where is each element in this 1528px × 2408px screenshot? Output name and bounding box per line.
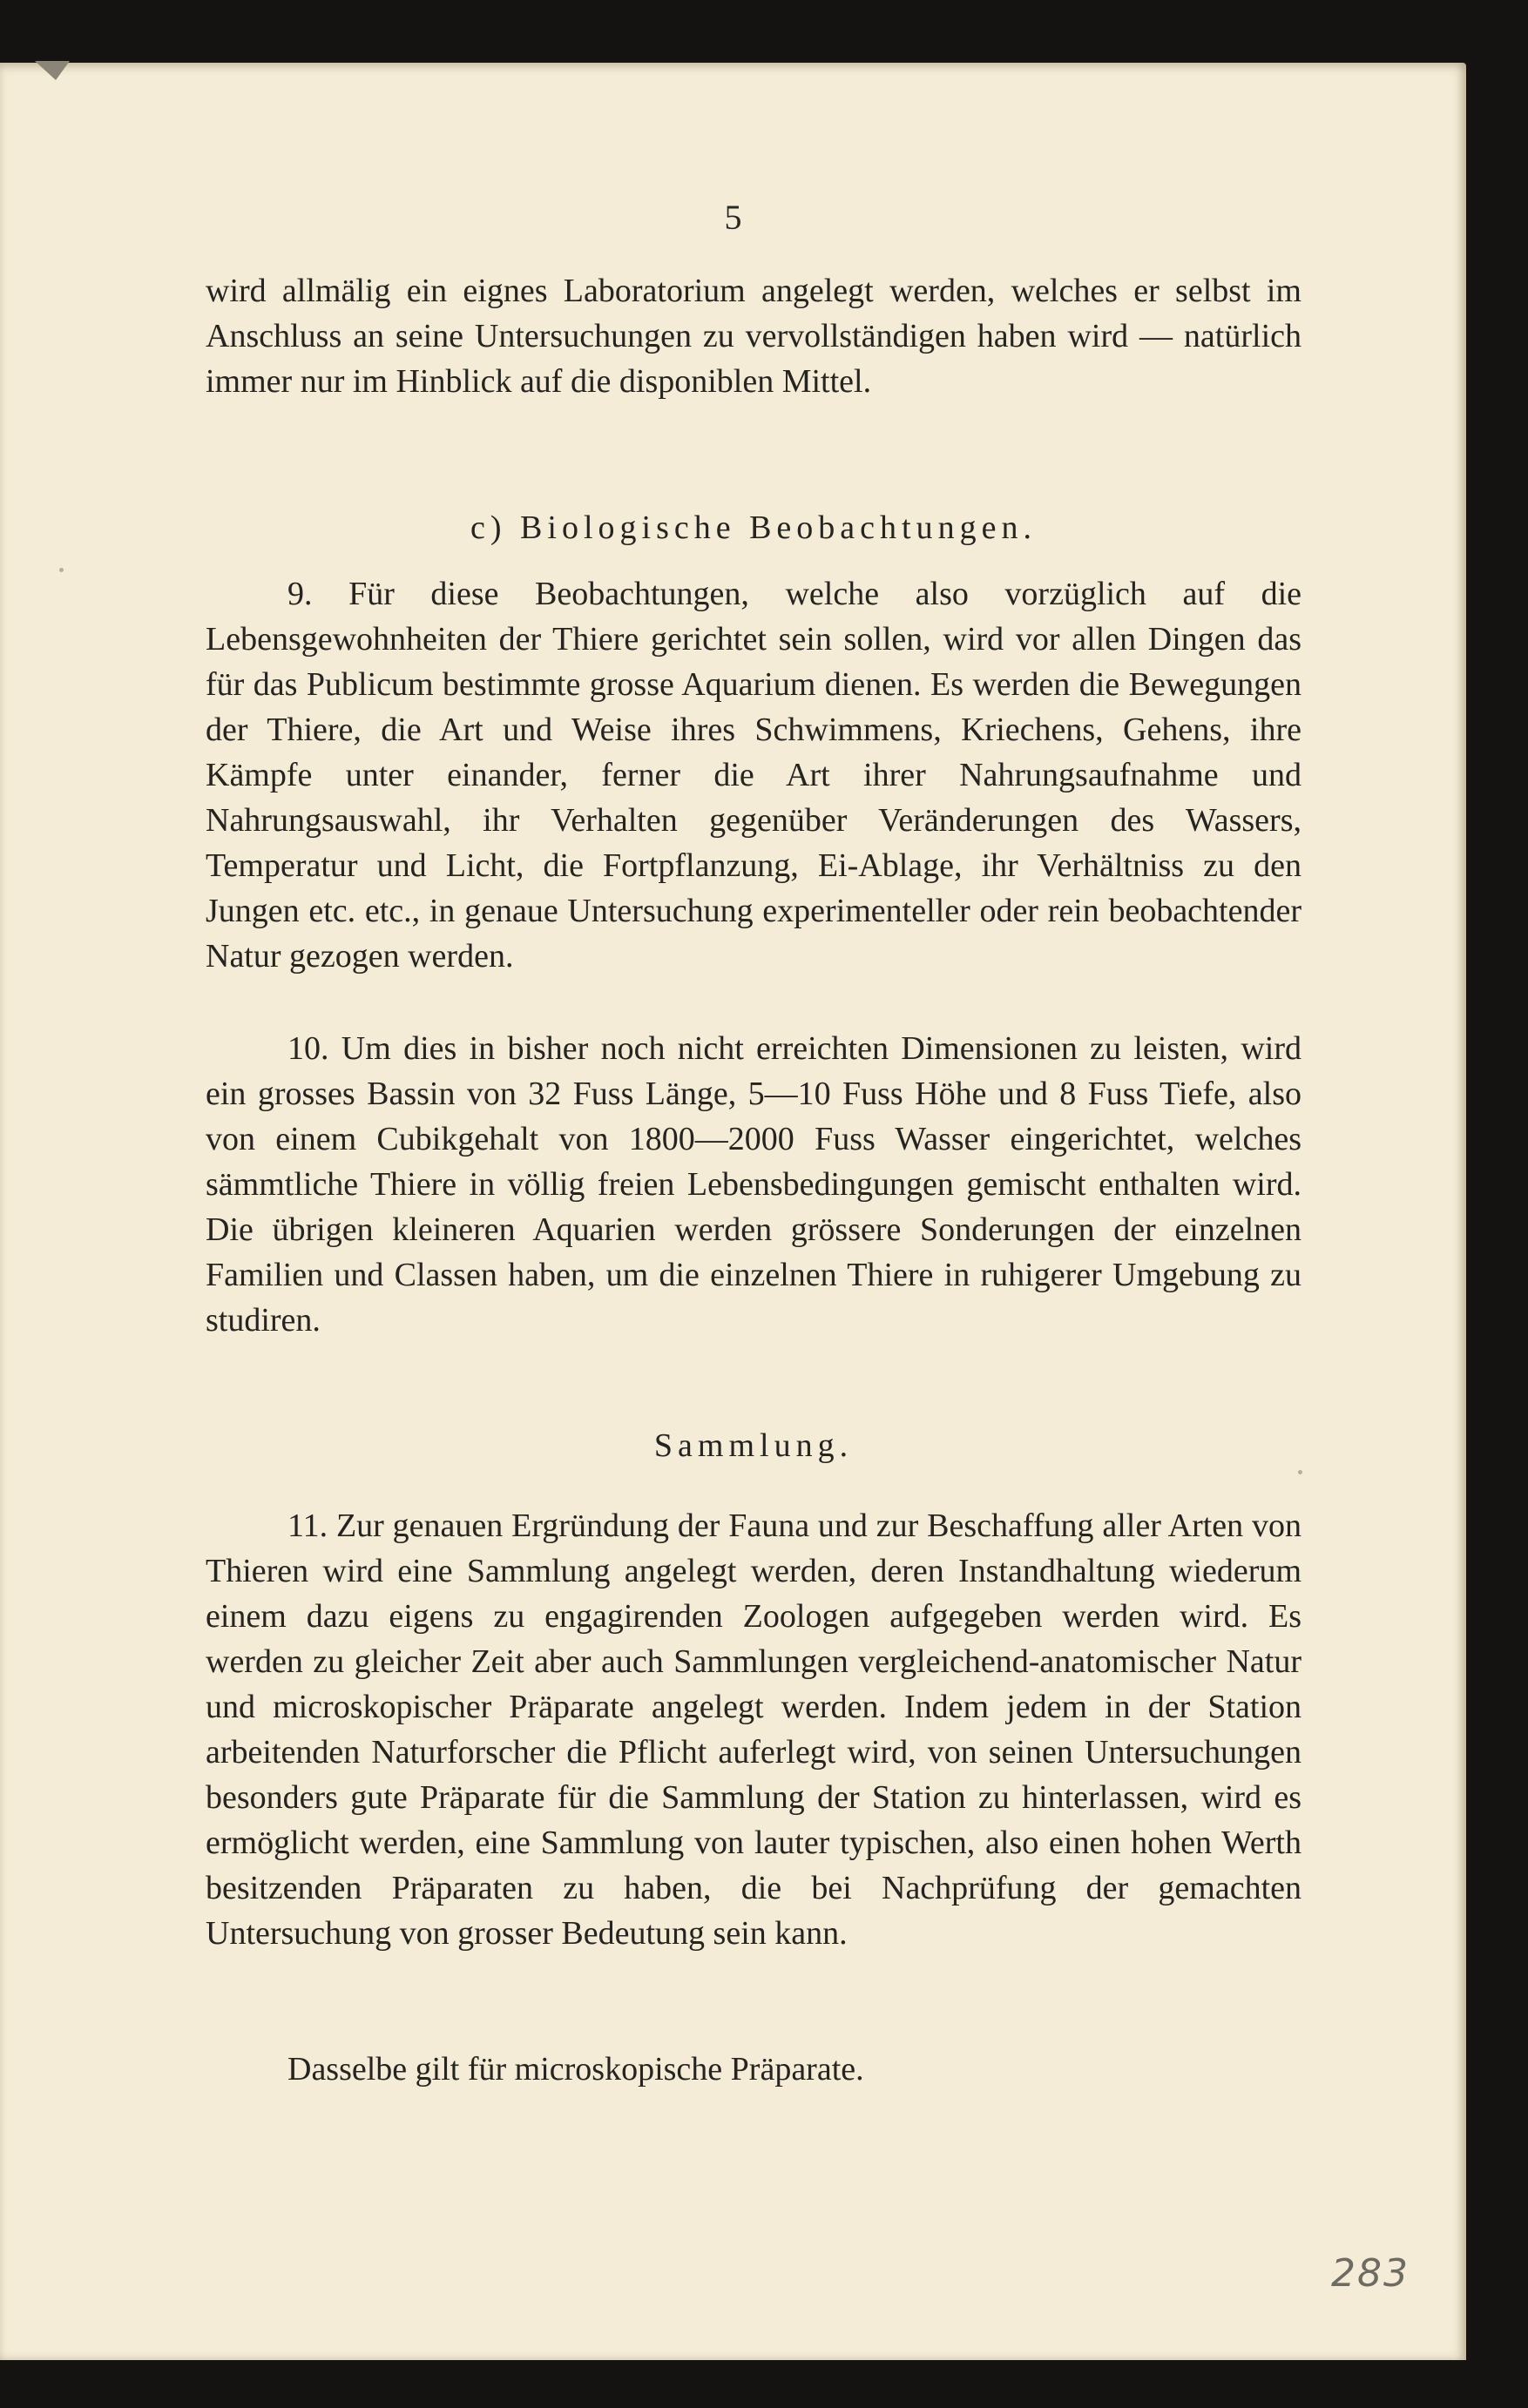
paragraph-11: 11. Zur genauen Ergründung der Fauna und zur Beschaffung aller Arten von Thieren wird eine Sammlung angelegt werden, deren Instandhaltung wiederum einem dazu eigens zu engagirenden Zoologen aufgegeben werden wird. Es werden zu gleicher Zeit aber auch Sammlungen vergleichend-anatomischer Natur und microskopischer Präparate angelegt werden. Indem jedem in der Station arbeitenden Naturforscher die Pflicht auferlegt wird, von seinen Untersuchungen besonders gute Präparate für die Sammlung der Station zu hinterlassen, wird es ermöglicht werden, eine Sammlung von lauter typischen, also einen hohen Werth besitzenden Präparaten zu haben, die bei Nachprüfung der gemachten Untersuchung von grosser Bedeutung sein kann. bbox=[206, 1508, 1302, 1952]
page-number: 5 bbox=[724, 198, 742, 237]
closing-line: Dasselbe gilt für microskopische Präparate. bbox=[287, 2051, 864, 2088]
paper-fleck bbox=[59, 568, 64, 572]
intro-paragraph: wird allmälig ein eignes Laboratorium angelegt werden, welches er selbst im Anschluss an seine Untersuchungen zu vervollständigen haben wird — natürlich immer nur im Hinblick auf die disponiblen Mittel. bbox=[206, 273, 1302, 400]
paragraph-9: 9. Für diese Beobachtungen, welche also vorzüglich auf die Lebensgewohnheiten der Thiere gerichtet sein sollen, wird vor allen Dingen das für das Publicum bestimmte grosse Aquarium dienen. Es werden die Bewegungen der Thiere, die Art und Weise ihres Schwimmens, Kriechens, Gehens, ihre Kämpfe unter einander, ferner die Art ihrer Nahrungsaufnahme und Nahrungsauswahl, ihr Verhalten gegenüber Veränderungen des Wassers, Temperatur und Licht, die Fortpflanzung, Ei-Ablage, ihr Verhältniss zu den Jungen etc. etc., in genaue Untersuchung experimenteller oder rein beobachtender Natur gezogen werden. bbox=[206, 576, 1302, 975]
intro-paragraph-block bbox=[206, 268, 1302, 404]
section-heading-sammlung: Sammlung. bbox=[653, 1427, 854, 1464]
paper-fleck bbox=[1298, 1470, 1302, 1474]
handwritten-folio-number: 283 bbox=[1331, 2251, 1410, 2296]
sammlung-heading-block bbox=[206, 1423, 1302, 1468]
section-heading-biologische: c) Biologische Beobachtungen. bbox=[470, 509, 1037, 546]
document-page bbox=[0, 63, 1466, 2360]
section-c-heading-block bbox=[206, 505, 1302, 550]
paragraph-9-block bbox=[206, 571, 1302, 979]
paragraph-10: 10. Um dies in bisher noch nicht erreichten Dimensionen zu leisten, wird ein grosses Bassin von 32 Fuss Länge, 5—10 Fuss Höhe und 8 Fuss Tiefe, also von einem Cubikgehalt von 1800—2000 Fuss Wasser eingerichtet, welches sämmtliche Thiere in völlig freien Lebensbedingungen gemischt enthalten wird. Die übrigen kleineren Aquarien werden grössere Sonderungen der einzelnen Familien und Classen haben, um die einzelnen Thiere in ruhigerer Umgebung zu studiren. bbox=[206, 1030, 1302, 1339]
paragraph-11-block bbox=[206, 1503, 1302, 1956]
paragraph-10-block bbox=[206, 1026, 1302, 1343]
closing-line-block bbox=[206, 2047, 1302, 2092]
